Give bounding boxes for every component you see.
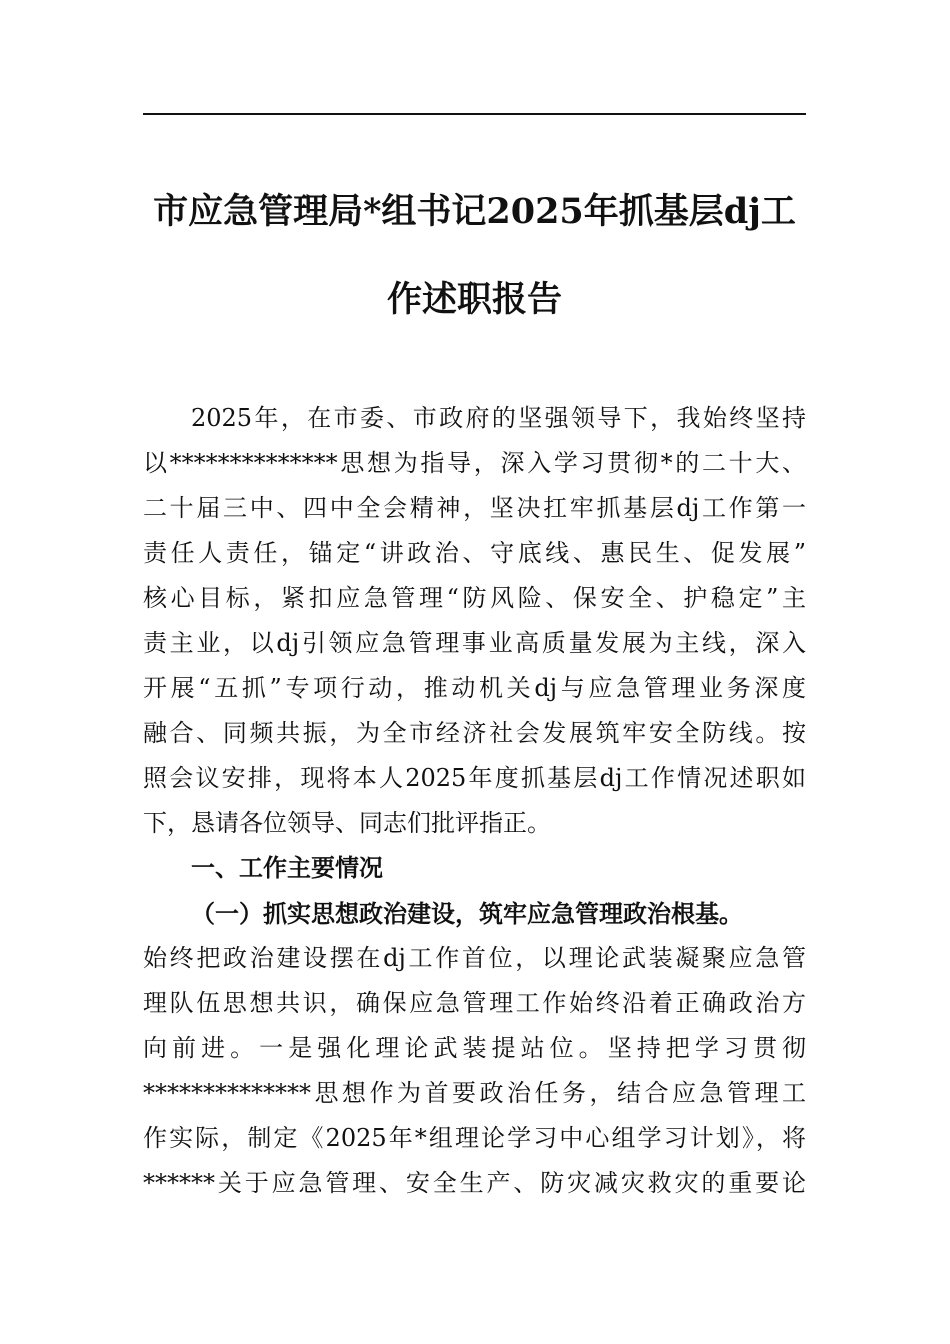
paragraph-1-line: 核心目标，紧扣应急管理“防风险、保安全、护稳定”主 xyxy=(143,584,806,612)
paragraph-1-line: 下，恳请各位领导、同志们批评指正。 xyxy=(143,809,551,837)
paragraph-1-line: 以**************思想为指导，深入学习贯彻*的二十大、 xyxy=(143,449,806,477)
paragraph-1-line: 责主业，以dj引领应急管理事业高质量发展为主线，深入 xyxy=(143,629,806,657)
paragraph-2-line: ******关于应急管理、安全生产、防灾减灾救灾的重要论 xyxy=(143,1169,806,1197)
document-title xyxy=(143,168,806,344)
paragraph-2-line: **************思想作为首要政治任务，结合应急管理工 xyxy=(143,1079,806,1107)
paragraph-1-line: 融合、同频共振，为全市经济社会发展筑牢安全防线。按 xyxy=(143,719,806,747)
paragraph-1-line: 2025年，在市委、市政府的坚强领导下，我始终坚持 xyxy=(191,404,806,432)
title-line-2: 作述职报告 xyxy=(386,279,562,320)
paragraph-2-line: 理队伍思想共识，确保应急管理工作始终沿着正确政治方 xyxy=(143,989,806,1017)
paragraph-2-line: 向前进。一是强化理论武装提站位。坚持把学习贯彻 xyxy=(143,1034,806,1062)
paragraph-1-line: 照会议安排，现将本人2025年度抓基层dj工作情况述职如 xyxy=(143,764,806,792)
header-rule xyxy=(143,113,806,115)
subsection-heading: （一）抓实思想政治建设，筑牢应急管理政治根基。 xyxy=(191,899,743,928)
paragraph-1-line: 二十届三中、四中全会精神，坚决扛牢抓基层dj工作第一 xyxy=(143,494,806,522)
title-line-1: 市应急管理局*组书记2025年抓基层dj工 xyxy=(153,191,796,232)
paragraph-1-line: 开展“五抓”专项行动，推动机关dj与应急管理业务深度 xyxy=(143,674,806,702)
paragraph-1-line: 责任人责任，锚定“讲政治、守底线、惠民生、促发展” xyxy=(143,539,806,567)
paragraph-2-line: 始终把政治建设摆在dj工作首位，以理论武装凝聚应急管 xyxy=(143,944,806,972)
paragraph-2-line: 作实际，制定《2025年*组理论学习中心组学习计划》，将 xyxy=(143,1124,806,1152)
document-body xyxy=(143,396,806,1206)
section-heading: 一、工作主要情况 xyxy=(191,854,383,882)
